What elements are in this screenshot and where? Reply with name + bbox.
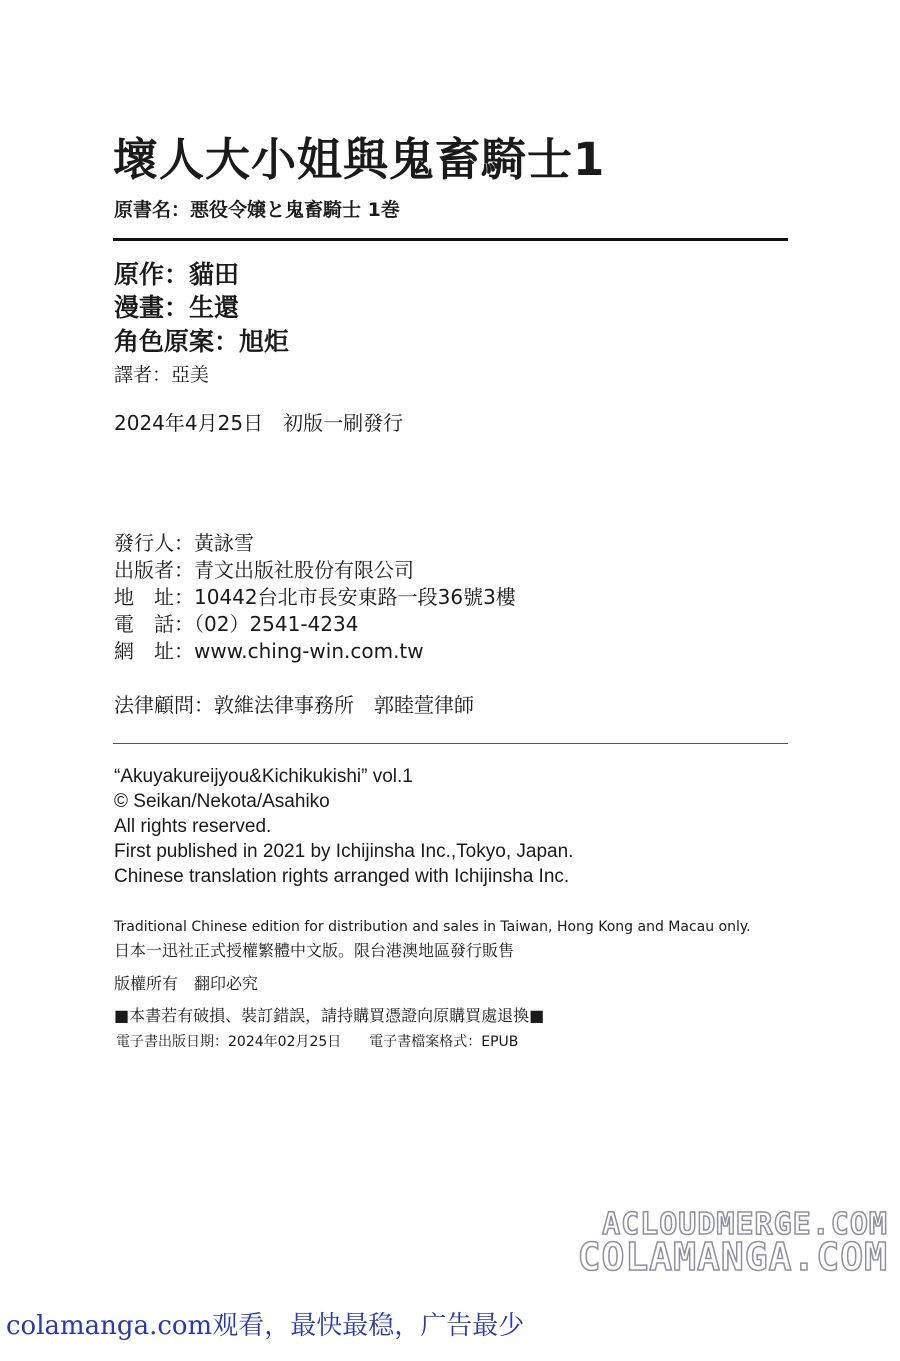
publisher-website: 網 址：www.ching-win.com.tw (114, 639, 424, 663)
publisher-phone: 電 話：（02）2541-4234 (114, 612, 359, 636)
edition-info: 2024年4月25日 初版一刷發行 (114, 411, 404, 435)
return-notice: ■本書若有破損、裝訂錯誤，請持購買憑證向原購買處退換■ (114, 1006, 545, 1025)
distribution-english: Traditional Chinese edition for distribution and sales in Taiwan, Hong Kong and Macau only. (114, 919, 751, 935)
watermark-acloudmerge: ACLOUDMERGE.COM (602, 1207, 888, 1242)
publisher-person: 發行人：黃詠雪 (114, 531, 254, 555)
publisher-name: 出版者：青文出版社股份有限公司 (114, 558, 414, 582)
distribution-chinese: 日本一迅社正式授權繁體中文版。限台港澳地區發行販售 (114, 941, 515, 960)
credit-translator: 譯者：亞美 (114, 364, 210, 386)
section-divider (113, 743, 788, 744)
credit-author: 原作：貓田 (114, 260, 240, 289)
license-line: “Akuyakureijyou&Kichikukishi” vol.1 (114, 766, 413, 787)
book-title: 壞人大小姐與鬼畜騎士1 (113, 133, 606, 186)
copyright-notice: 版權所有 翻印必究 (114, 974, 259, 993)
credit-character-design: 角色原案：旭炬 (114, 327, 290, 356)
watermark-colamanga: COLAMANGA.COM (577, 1235, 888, 1279)
credit-manga: 漫畫：生還 (114, 293, 240, 322)
license-line: First published in 2021 by Ichijinsha Inc.,Tokyo, Japan. (114, 841, 574, 862)
legal-counsel: 法律顧問：敦維法律事務所 郭睦萱律師 (114, 693, 474, 717)
license-line: © Seikan/Nekota/Asahiko (114, 791, 330, 812)
footer-promo-text: colamanga.com观看，最快最稳，广告最少 (6, 1311, 525, 1341)
license-line: Chinese translation rights arranged with Ichijinsha Inc. (114, 866, 570, 887)
title-divider (113, 238, 788, 241)
publisher-address: 地 址：10442台北市長安東路一段36號3樓 (114, 585, 516, 609)
ebook-info: 電子書出版日期：2024年02月25日 電子書檔案格式：EPUB (116, 1034, 519, 1050)
original-title: 原書名：悪役令嬢と鬼畜騎士 1巻 (114, 199, 400, 221)
license-line: All rights reserved. (114, 816, 272, 837)
